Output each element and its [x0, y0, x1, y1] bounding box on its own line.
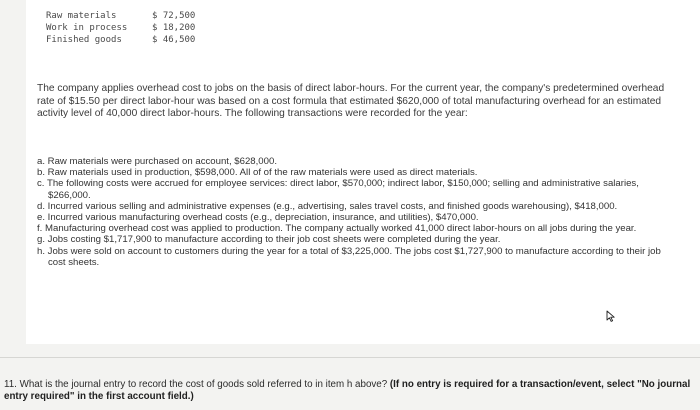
inventory-label: Raw materials [46, 11, 117, 21]
problem-intro-paragraph: The company applies overhead cost to jobs on the basis of direct labor-hours. For the current year, the company's predetermined overhead rate of $15.50 per direct labor-hour was based on a cost formula that estimated $620,000 of total manufacturing overhead for an estimated activity level of 40,000 direct labor-hours. The following transactions were recorded for the year: [37, 83, 665, 120]
table-row [46, 34, 195, 46]
list-item: f. Manufacturing overhead cost was applied to production. The company actually worked 41,000 direct labor-hours on all jobs during the year. [37, 223, 637, 235]
question-instruction: (If no entry is required for a transaction/event, select "No journal entry required" in the first account field.) [4, 378, 691, 402]
inventory-amount: $ 46,500 [152, 35, 196, 45]
inventory-amount: $ 72,500 [152, 11, 196, 21]
inventory-label: Work in process [46, 23, 128, 33]
table-row [46, 22, 195, 34]
question-text: 11. What is the journal entry to record the cost of goods sold referred to in item h above? [4, 378, 390, 390]
list-item: d. Incurred various selling and administrative expenses (e.g., advertising, sales travel costs, and finished goods warehousing), $418,000. [37, 200, 618, 212]
question-prompt [4, 379, 694, 403]
list-item: h. Jobs were sold on account to customers during the year for a total of $3,225,000. The jobs cost $1,727,900 to manufacture according to their job cost sheets. [37, 245, 661, 268]
list-item: g. Jobs costing $1,717,900 to manufacture according to their job cost sheets were completed during the year. [37, 234, 501, 246]
inventory-amount: $ 18,200 [152, 23, 196, 33]
section-divider [0, 357, 700, 358]
beginning-inventory-table [46, 10, 195, 46]
list-item: a. Raw materials were purchased on account, $628,000. [37, 156, 277, 167]
list-item: b. Raw materials used in production, $598,000. All of of the raw materials were used as direct materials. [37, 167, 478, 179]
inventory-label: Finished goods [46, 35, 122, 45]
mouse-pointer-icon [606, 309, 616, 321]
list-item: c. The following costs were accrued for employee services: direct labor, $570,000; indirect labor, $150,000; selling and administrative salaries, $266,000. [37, 178, 639, 201]
transaction-list [37, 156, 667, 268]
table-row [46, 10, 195, 22]
list-item: e. Incurred various manufacturing overhead costs (e.g., depreciation, insurance, and utilities), $470,000. [37, 212, 479, 224]
